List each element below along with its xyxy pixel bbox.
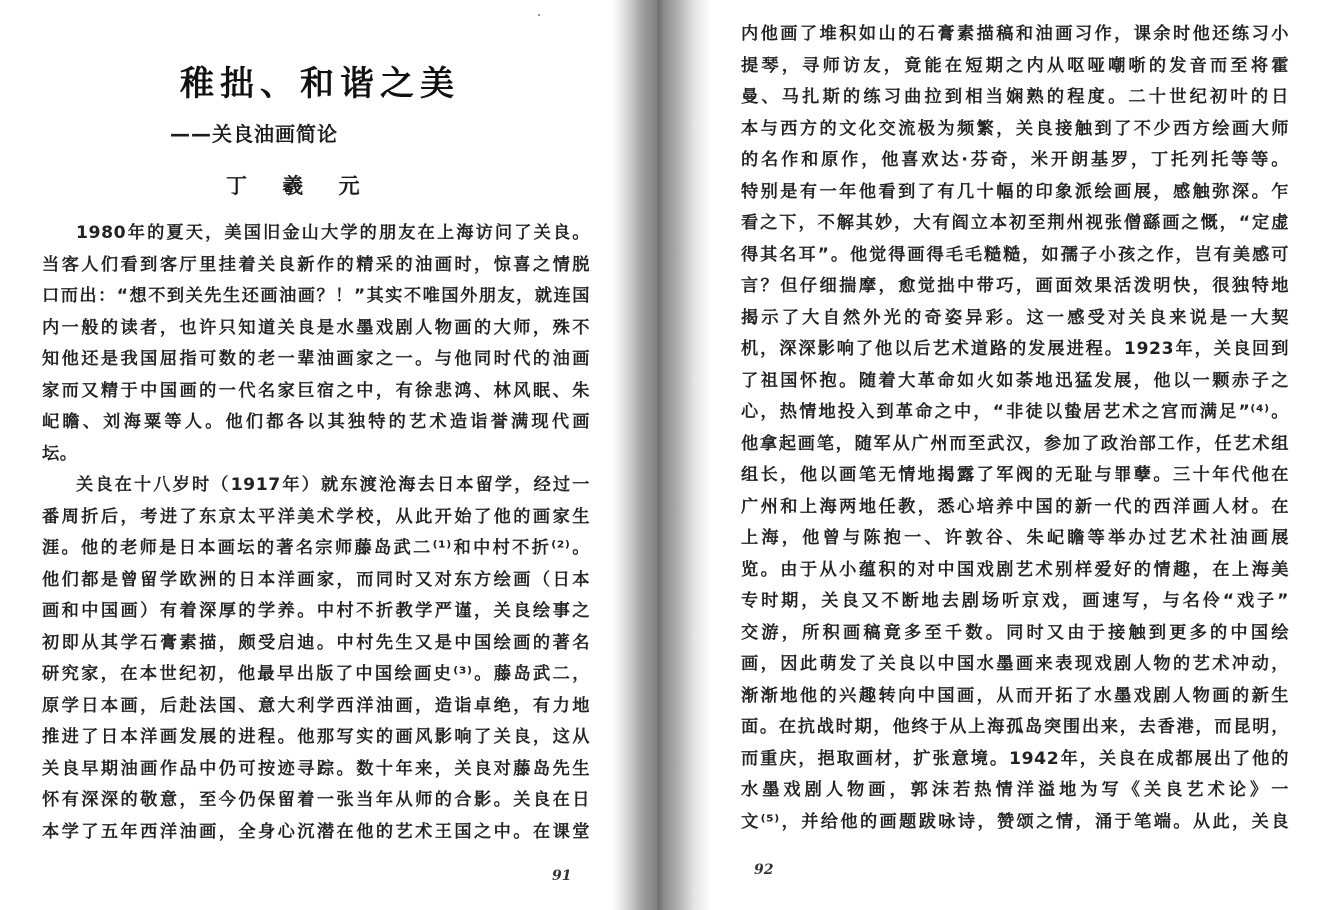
text-line: 关良在十八岁时（1917年）就东渡沧海去日本留学，经过一	[76, 475, 590, 495]
text-line: 机，深深影响了他以后艺术道路的发展进程。1923年，关良回到	[741, 339, 1289, 359]
text-line: 涯。他的老师是日本画坛的著名宗师藤岛武二⁽¹⁾和中村不折⁽²⁾。	[42, 538, 590, 558]
text-line: 初即从其学石膏素描，颇受启迪。中村先生又是中国绘画的著名	[42, 632, 590, 653]
text-line: 渐渐地他的兴趣转向中国画，从而开拓了水墨戏剧人物画的新生	[741, 685, 1289, 706]
text-line: 当客人们看到客厅里挂着关良新作的精采的油画时，惊喜之情脱	[42, 254, 590, 275]
scan-speck	[538, 14, 540, 16]
text-line: 他拿起画笔，随军从广州而至武汉，参加了政治部工作，任艺术组	[741, 433, 1289, 454]
text-line: 曼、马扎斯的练习曲拉到相当娴熟的程度。二十世纪初叶的日	[741, 87, 1289, 107]
text-line: 组长，他以画笔无情地揭露了军阀的无耻与罪孽。三十年代他在	[741, 465, 1289, 485]
text-line: 口而出：“想不到关先生还画油画？！”其实不唯国外朋友，就连国	[42, 286, 590, 306]
text-line: 家而又精于中国画的一代名家巨宿之中，有徐悲鸿、林风眠、朱	[42, 380, 590, 401]
text-line: 面。在抗战时期，他终于从上海孤岛突围出来，去香港，而昆明，	[741, 717, 1289, 737]
text-line: 揭示了大自然外光的奇姿异彩。这一感受对关良来说是一大契	[741, 307, 1289, 328]
text-line: 内一般的读者，也许只知道关良是水墨戏剧人物画的大师，殊不	[42, 317, 590, 338]
article-title: 稚拙、和谐之美	[180, 64, 460, 104]
left-page-body	[42, 218, 590, 848]
text-line: 交游，所积画稿竟多至千数。同时又由于接触到更多的中国绘	[741, 622, 1289, 643]
text-line: 上海，他曾与陈抱一、许敦谷、朱屺瞻等举办过艺术社油画展	[741, 528, 1289, 548]
text-line: 推进了日本洋画发展的进程。他那写实的画风影响了关良，这从	[42, 727, 590, 747]
book-gutter-shadow	[612, 0, 712, 910]
text-line: 心，热情地投入到革命之中，“非徒以蛰居艺术之宫而满足”⁽⁴⁾。	[741, 402, 1289, 422]
article-subtitle: ——关良油画简论	[170, 122, 338, 146]
text-line: 览。由于从小蕴积的对中国戏剧艺术别样爱好的情趣，在上海美	[741, 559, 1289, 580]
text-line: 本学了五年西洋油画，全身心沉潜在他的艺术王国之中。在课堂	[42, 821, 590, 842]
text-line: 提琴，寻师访友，竟能在短期之内从呕哑嘲哳的发音而至将霍	[741, 55, 1289, 76]
right-page-body	[741, 19, 1289, 838]
text-line: 水墨戏剧人物画，郭沫若热情洋溢地为写《关良艺术论》一	[741, 780, 1289, 800]
text-line: 画，因此萌发了关良以中国水墨画来表现戏剧人物的艺术冲动，	[741, 654, 1289, 674]
left-page	[0, 0, 640, 910]
text-line: 怀有深深的敬意，至今仍保留着一张当年从师的合影。关良在日	[42, 790, 590, 810]
article-author: 丁 羲 元	[226, 174, 374, 198]
text-line: 广州和上海两地任教，悉心培养中国的新一代的西洋画人材。在	[741, 496, 1289, 517]
text-line: 本与西方的文化交流极为频繁，关良接触到了不少西方绘画大师	[741, 118, 1289, 139]
text-line: 他们都是曾留学欧洲的日本洋画家，而同时又对东方绘画（日本	[42, 569, 590, 590]
text-line: 的名作和原作，他喜欢达·芬奇，米开朗基罗，丁托列托等等。	[741, 150, 1289, 170]
text-line: 知他还是我国屈指可数的老一辈油画家之一。与他同时代的油画	[42, 349, 590, 369]
text-line: 看之下，不解其妙，大有阎立本初至荆州视张僧繇画之慨，“定虚	[741, 213, 1289, 233]
text-line: 了祖国怀抱。随着大革命如火如荼地迅猛发展，他以一颗赤子之	[741, 370, 1289, 391]
text-line: 番周折后，考进了东京太平洋美术学校，从此开始了他的画家生	[42, 506, 590, 527]
book-spine-line	[657, 0, 659, 910]
text-line: 原学日本画，后赴法国、意大利学西洋油画，造诣卓绝，有力地	[42, 695, 590, 716]
page-number-right: 92	[754, 862, 774, 878]
text-line: 内他画了堆积如山的石膏素描稿和油画习作，课余时他还练习小	[741, 24, 1289, 44]
text-line: 言？但仔细揣摩，愈觉拙中带巧，画面效果活泼明快，很独特地	[741, 276, 1289, 296]
text-line: 文⁽⁵⁾，并给他的画题跋咏诗，赞颂之情，涌于笔端。从此，关良	[741, 811, 1289, 832]
text-line: 而重庆，挹取画材，扩张意境。1942年，关良在成都展出了他的	[741, 748, 1289, 769]
page-number-left: 91	[552, 868, 572, 884]
text-line: 坛。	[42, 443, 78, 464]
text-line: 1980年的夏天，美国旧金山大学的朋友在上海访问了关良。	[76, 223, 590, 243]
text-line: 画和中国画）有着深厚的学养。中村不折教学严谨，关良绘事之	[42, 601, 590, 621]
text-line: 得其名耳”。他觉得画得毛毛糙糙，如孺子小孩之作，岂有美感可	[741, 244, 1289, 265]
text-line: 研究家，在本世纪初，他最早出版了中国绘画史⁽³⁾。藤岛武二，	[42, 664, 590, 684]
text-line: 关良早期油画作品中仍可按迹寻踪。数十年来，关良对藤岛先生	[42, 758, 590, 779]
text-line: 屺瞻、刘海粟等人。他们都各以其独特的艺术造诣誉满现代画	[42, 412, 590, 432]
text-line: 特别是有一年他看到了有几十幅的印象派绘画展，感触弥深。乍	[741, 181, 1289, 202]
text-line: 专时期，关良又不断地去剧场听京戏，画速写，与名伶“戏子”	[741, 591, 1289, 611]
